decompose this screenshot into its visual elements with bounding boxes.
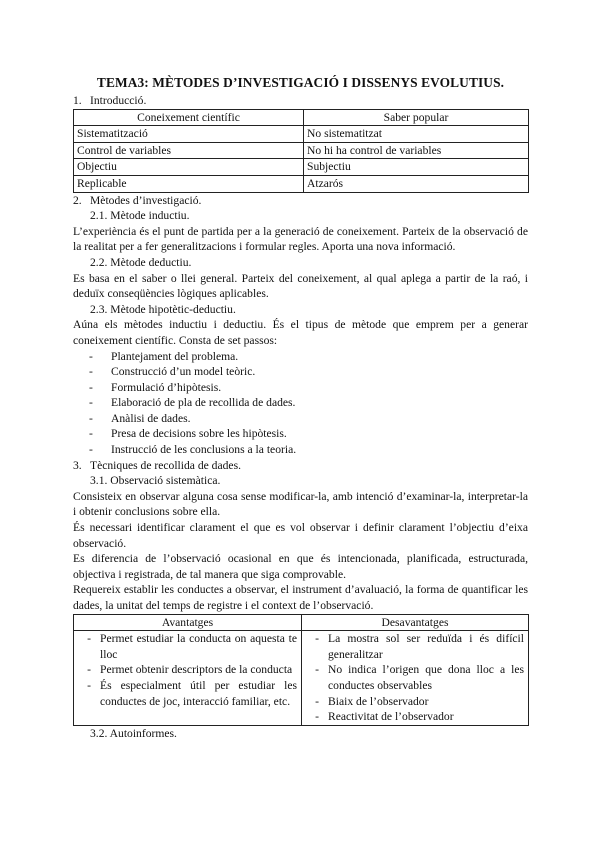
table-cell: Objectiu [74,159,304,176]
disadvantages-cell [302,631,529,726]
section-heading-text: Introducció. [90,94,147,107]
list-item [73,395,528,411]
subsection-heading-2-1: 2.1. Mètode inductiu. [90,209,190,223]
table-cell: Atzarós [304,175,529,192]
dash-bullet: - [87,663,91,677]
section-number: 1. [73,94,82,107]
section-heading-text: Mètodes d’investigació. [90,193,202,207]
dash-bullet: - [89,365,93,379]
list-item [306,631,524,662]
table-cell: Control de variables [74,142,304,159]
table-row [74,126,529,143]
list-item [306,694,524,710]
paragraph: Requereix establir les conductes a observar, el instrument d’avaluació, la forma de quantificar les dades, la unitat del temps de registre i el context de l’observació. [73,583,528,612]
paragraph: És necessari identificar clarament el que es vol observar i definir clarament l’objectiu d’eixa observació. [73,521,528,550]
paragraph: Es diferencia de l’observació ocasional en que és intencionada, planificada, estructurada, objectiva i registrada, de tal manera que siga comprovable. [73,552,528,581]
list-item-text: Elaboració de pla de recollida de dades. [111,396,296,410]
list-item-text: Plantejament del problema. [111,349,239,363]
section-number: 3. [73,458,82,472]
dash-bullet: - [315,663,319,677]
table-row [74,175,529,192]
document-page [73,74,528,741]
subsection-heading-3-1: 3.1. Observació sistemàtica. [90,474,221,488]
list-item-text: Instrucció de les conclusions a la teoria. [111,443,297,457]
dash-bullet: - [87,632,91,646]
pros-cons-table [73,614,529,726]
list-item [73,426,528,442]
steps-list [73,349,528,458]
section-heading-text: Tècniques de recollida de dades. [90,458,241,472]
list-item [78,631,297,662]
table-cell: No sistematitzat [304,126,529,143]
table-cell: Subjectiu [304,159,529,176]
table-header-row [74,109,529,126]
table-row [74,631,529,726]
dash-bullet: - [89,380,93,394]
subsection-heading-3-2: 3.2. Autoinformes. [90,726,177,740]
dash-bullet: - [315,694,319,708]
list-item-text: Presa de decisions sobre les hipòtesis. [111,427,287,441]
list-item [306,709,524,725]
subsection-heading-2-2: 2.2. Mètode deductiu. [90,255,192,269]
list-item [78,678,297,709]
list-item [78,662,297,678]
table-header-cell: Saber popular [304,109,529,126]
list-item-text: És especialment útil per estudiar les conductes de joc, interacció familiar, etc. [100,678,297,708]
dash-bullet: - [89,396,93,410]
list-item-text: Biaix de l’observador [328,694,429,708]
paragraph: Es basa en el saber o llei general. Parteix del coneixement, al qual aplega a partir de la raó, i deduïx conseqüències lògiques aplicables. [73,271,528,301]
section-1-heading [73,93,528,109]
dash-bullet: - [87,678,91,692]
paragraph: Aúna els mètodes inductiu i deductiu. És el tipus de mètode que emprem per a generar coneixement científic. Consta de set passos: [73,318,528,347]
list-item-text: Reactivitat de l’observador [328,710,454,724]
dash-bullet: - [89,349,93,363]
table-header-cell: Avantatges [74,614,302,631]
dash-bullet: - [315,632,319,646]
dash-bullet: - [89,443,93,457]
subsection-heading-2-3: 2.3. Mètode hipotètic-deductiu. [90,302,236,316]
table-cell: No hi ha control de variables [304,142,529,159]
disadvantages-list [306,631,524,725]
list-item [73,349,528,365]
list-item-text: Permet estudiar la conducta on aquesta te lloc [100,632,297,661]
paragraph: Consisteix en observar alguna cosa sense modificar-la, amb intenció d’examinar-la, interpretar-la i obtenir conclusions sobre ella. [73,489,528,519]
table-header-row [74,614,529,631]
table-header-cell: Desavantatges [302,614,529,631]
dash-bullet: - [89,427,93,441]
list-item [73,380,528,396]
dash-bullet: - [89,411,93,425]
table-cell: Replicable [74,175,304,192]
section-number: 2. [73,193,82,207]
list-item [73,364,528,380]
document-title: TEMA3: MÈTODES D’INVESTIGACIÓ I DISSENYS EVOLUTIUS. [96,75,505,90]
section-2-heading [73,193,528,209]
dash-bullet: - [315,710,319,724]
list-item-text: La mostra sol ser reduïda i és difícil generalitzar [328,632,524,661]
list-item [73,442,528,458]
advantages-cell [74,631,302,726]
list-item-text: Formulació d’hipòtesis. [111,380,222,394]
list-item-text: Anàlisi de dades. [111,411,191,425]
list-item-text: Construcció d’un model teòric. [111,365,256,379]
comparison-table [73,109,529,193]
table-header-cell: Coneixement científic [74,109,304,126]
advantages-list [78,631,297,709]
table-cell: Sistematització [74,126,304,143]
list-item-text: Permet obtenir descriptors de la conducta [100,663,293,677]
paragraph: L’experiència és el punt de partida per a la generació de coneixement. Parteix de la observació de la realitat per a fer generalitzacions i formular regles. Aporta una nova informació. [73,224,528,254]
list-item [306,662,524,693]
table-row [74,142,529,159]
section-3-heading [73,458,528,474]
list-item [73,411,528,427]
list-item-text: No indica l’origen que dona lloc a les conductes observables [328,663,524,692]
table-row [74,159,529,176]
